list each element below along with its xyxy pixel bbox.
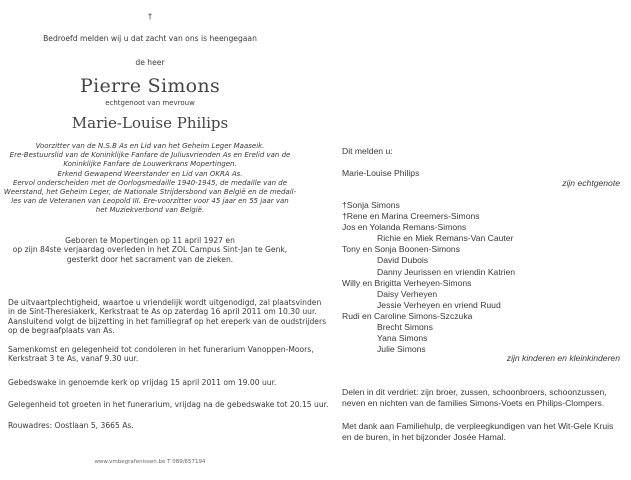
- family-member: Julie Simons: [377, 344, 426, 355]
- right-intro: Dit melden u:: [342, 146, 393, 156]
- funeral-line: op de begraafplaats van As.: [8, 326, 115, 336]
- funeral-line: in de Sint-Theresiakerk, Kerkstraat te As op zaterdag 16 april 2011 om 10.30 uur.: [8, 307, 317, 317]
- spouse-role: zijn echtgenote: [562, 178, 620, 188]
- thanks-line: en de buren, in het bijzonder Josée Hamal.: [342, 432, 506, 443]
- share-block: [342, 387, 607, 409]
- funeral-line: De uitvaartplechtigheid, waartoe u vriendelijk wordt uitgenodigd, zal plaatsvinden: [8, 298, 322, 307]
- deceased-name: Pierre Simons: [80, 75, 220, 97]
- title-line: Weerstand, het Geheim Leger, de Nationale Strijdersbond van België en de medail-: [3, 188, 297, 197]
- family-member: Richie en Miek Remans-Van Cauter: [377, 233, 514, 244]
- family-member: Willy en Brigitta Verheyen-Simons: [342, 277, 472, 288]
- title-line: les van de Veteranen van Leopold III. Ere-voorzitter voor 45 jaar en 55 jaar van: [11, 197, 289, 206]
- gathering-block: [8, 345, 314, 364]
- family-member: Danny Jeurissen en vriendin Katrien: [377, 266, 516, 277]
- cross-symbol: †: [148, 12, 152, 21]
- spouse-label: echtgenoot van mevrouw: [105, 99, 195, 107]
- family-member: Jessie Verheyen en vriend Ruud: [377, 299, 501, 310]
- family-member: †Sonja Simons: [342, 200, 400, 210]
- title-line: Voorzitter van de N.S.B As en Lid van het Geheim Leger Maaseik.: [35, 142, 265, 150]
- spouse-name: Marie-Louise Philips: [71, 114, 229, 132]
- share-line: neven en nichten van de families Simons-Voets en Philips-Clompers.: [342, 398, 605, 409]
- title-de-heer: de heer: [135, 58, 165, 67]
- family-member: Daisy Verheyen: [377, 288, 438, 299]
- birth-block: [0, 236, 300, 264]
- thanks-line: Met dank aan Familiehulp, de verpleegkundigen van het Wit-Gele Kruis: [342, 421, 614, 431]
- intro-text: Bedroefd melden wij u dat zacht van ons is heengegaan: [43, 34, 257, 43]
- funeral-block: [8, 298, 326, 336]
- visit-text: Gelegenheid tot groeten in het funerarium, vrijdag na de gebedswake tot 20.15 uur.: [8, 400, 329, 409]
- footer-text: www.vmbegrafenissen.be T 089/657194: [94, 459, 206, 465]
- title-line: Ere-Bestuurslid van de Koninklijke Fanfare de Juliusvrienden As en Erelid van de: [9, 151, 291, 160]
- birth-line: op zijn 84ste verjaardag overleden in het ZOL Campus Sint-Jan te Genk,: [12, 245, 288, 255]
- birth-line: Geboren te Mopertingen op 11 april 1927 en: [65, 236, 235, 245]
- family-member: David Dubois: [377, 255, 429, 266]
- family-list: [342, 200, 515, 355]
- title-line: Koninklijke Fanfare de Louwerkrans Mopertingen.: [63, 160, 237, 169]
- family-member: †Rene en Marina Creemers-Simons: [342, 211, 480, 222]
- title-line: het Muziekverbond van België.: [95, 206, 205, 215]
- thanks-block: [342, 421, 613, 443]
- gathering-line: Samenkomst en gelegenheid tot condoleren in het funerarium Vanoppen-Moors,: [8, 345, 314, 354]
- funeral-line: Aansluitend volgt de bijzetting in het familiegraf op het ereperk van de oudstrijders: [8, 316, 327, 326]
- gathering-line: Kerkstraat 3 te As, vanaf 9.30 uur.: [8, 354, 139, 364]
- titles-block: [0, 142, 300, 216]
- right-spouse: Marie-Louise Philips: [342, 168, 420, 178]
- family-role: zijn kinderen en kleinkinderen: [506, 353, 620, 363]
- family-member: Rudi en Caroline Simons-Szczuka: [342, 310, 473, 321]
- family-member: Jos en Yolanda Remans-Simons: [342, 222, 467, 233]
- title-line: Erkend Gewapend Weerstander en Lid van OKRA As.: [57, 169, 243, 178]
- family-member: Brecht Simons: [377, 322, 433, 333]
- birth-line: gesterkt door het sacrament van de zieken.: [66, 254, 234, 264]
- address-text: Rouwadres: Oostlaan 5, 3665 As.: [8, 421, 134, 430]
- wake-text: Gebedswake in genoemde kerk op vrijdag 15 april 2011 om 19.00 uur.: [8, 378, 277, 387]
- family-member: Yana Simons: [377, 333, 428, 344]
- family-member: Tony en Sonja Boonen-Simons: [342, 244, 460, 255]
- title-line: Eervol onderscheiden met de Oorlogsmedaille 1940-1945, de medaille van de: [12, 178, 288, 187]
- share-line: Delen in dit verdriet: zijn broer, zussen, schoonbroers, schoonzussen,: [342, 387, 607, 397]
